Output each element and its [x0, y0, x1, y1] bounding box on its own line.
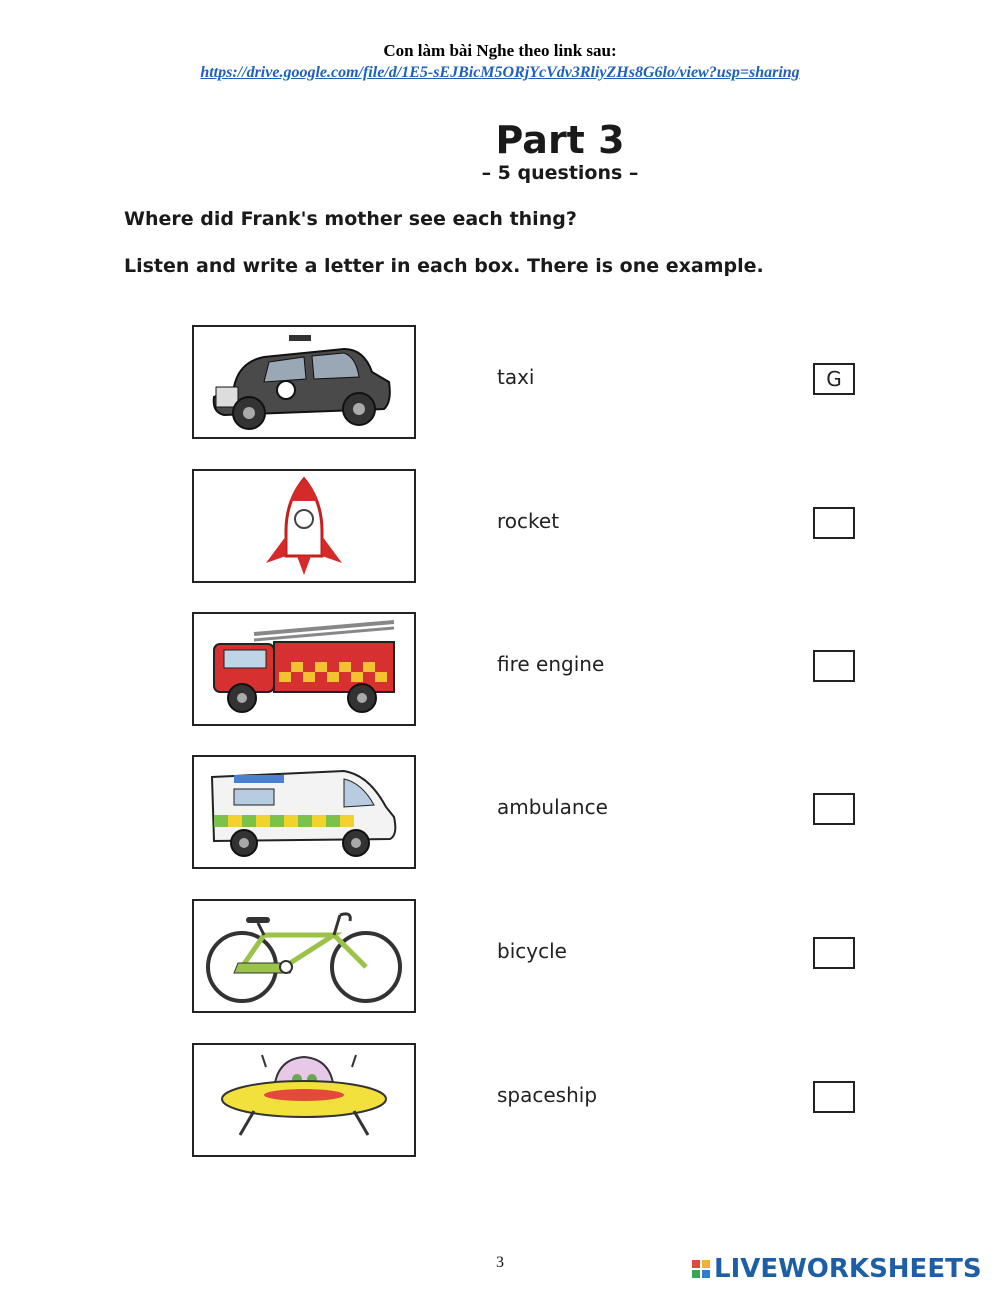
answer-box-bicycle[interactable]	[813, 937, 855, 969]
answer-box-rocket[interactable]	[813, 507, 855, 539]
fire-engine-icon	[192, 612, 416, 726]
item-row-spaceship	[0, 1043, 1000, 1157]
brand-text: LIVEWORKSHEETS	[714, 1254, 982, 1284]
item-row-rocket	[0, 469, 1000, 583]
instruction-text: Listen and write a letter in each box. There is one example.	[124, 255, 764, 277]
item-word: rocket	[497, 509, 560, 533]
page-number: 3	[496, 1254, 504, 1271]
liveworksheets-logo	[692, 1254, 982, 1284]
question-text: Where did Frank's mother see each thing?	[124, 208, 577, 230]
answer-box-spaceship[interactable]	[813, 1081, 855, 1113]
listening-instruction: Con làm bài Nghe theo link sau:	[383, 41, 617, 60]
item-word: bicycle	[497, 939, 567, 963]
item-word: ambulance	[497, 795, 608, 819]
liveworksheets-logo-icon	[692, 1260, 710, 1278]
item-row-fire-engine	[0, 612, 1000, 726]
item-word: taxi	[497, 365, 535, 389]
ambulance-icon	[192, 755, 416, 869]
part-subtitle: – 5 questions –	[481, 162, 639, 184]
answer-box-example: G	[813, 363, 855, 395]
page-header	[0, 40, 1000, 84]
item-word: fire engine	[497, 652, 605, 676]
spaceship-icon	[192, 1043, 416, 1157]
bicycle-icon	[192, 899, 416, 1013]
taxi-icon	[192, 325, 416, 439]
item-word: spaceship	[497, 1083, 598, 1107]
item-row-taxi	[0, 325, 1000, 439]
part-title: Part 3	[495, 118, 625, 162]
answer-box-ambulance[interactable]	[813, 793, 855, 825]
rocket-icon	[192, 469, 416, 583]
answer-box-fire-engine[interactable]	[813, 650, 855, 682]
item-row-bicycle	[0, 899, 1000, 1013]
item-row-ambulance	[0, 755, 1000, 869]
audio-link[interactable]: https://drive.google.com/file/d/1E5-sEJBicM5ORjYcVdv3RliyZHs8G6lo/view?usp=sharing	[200, 64, 800, 81]
